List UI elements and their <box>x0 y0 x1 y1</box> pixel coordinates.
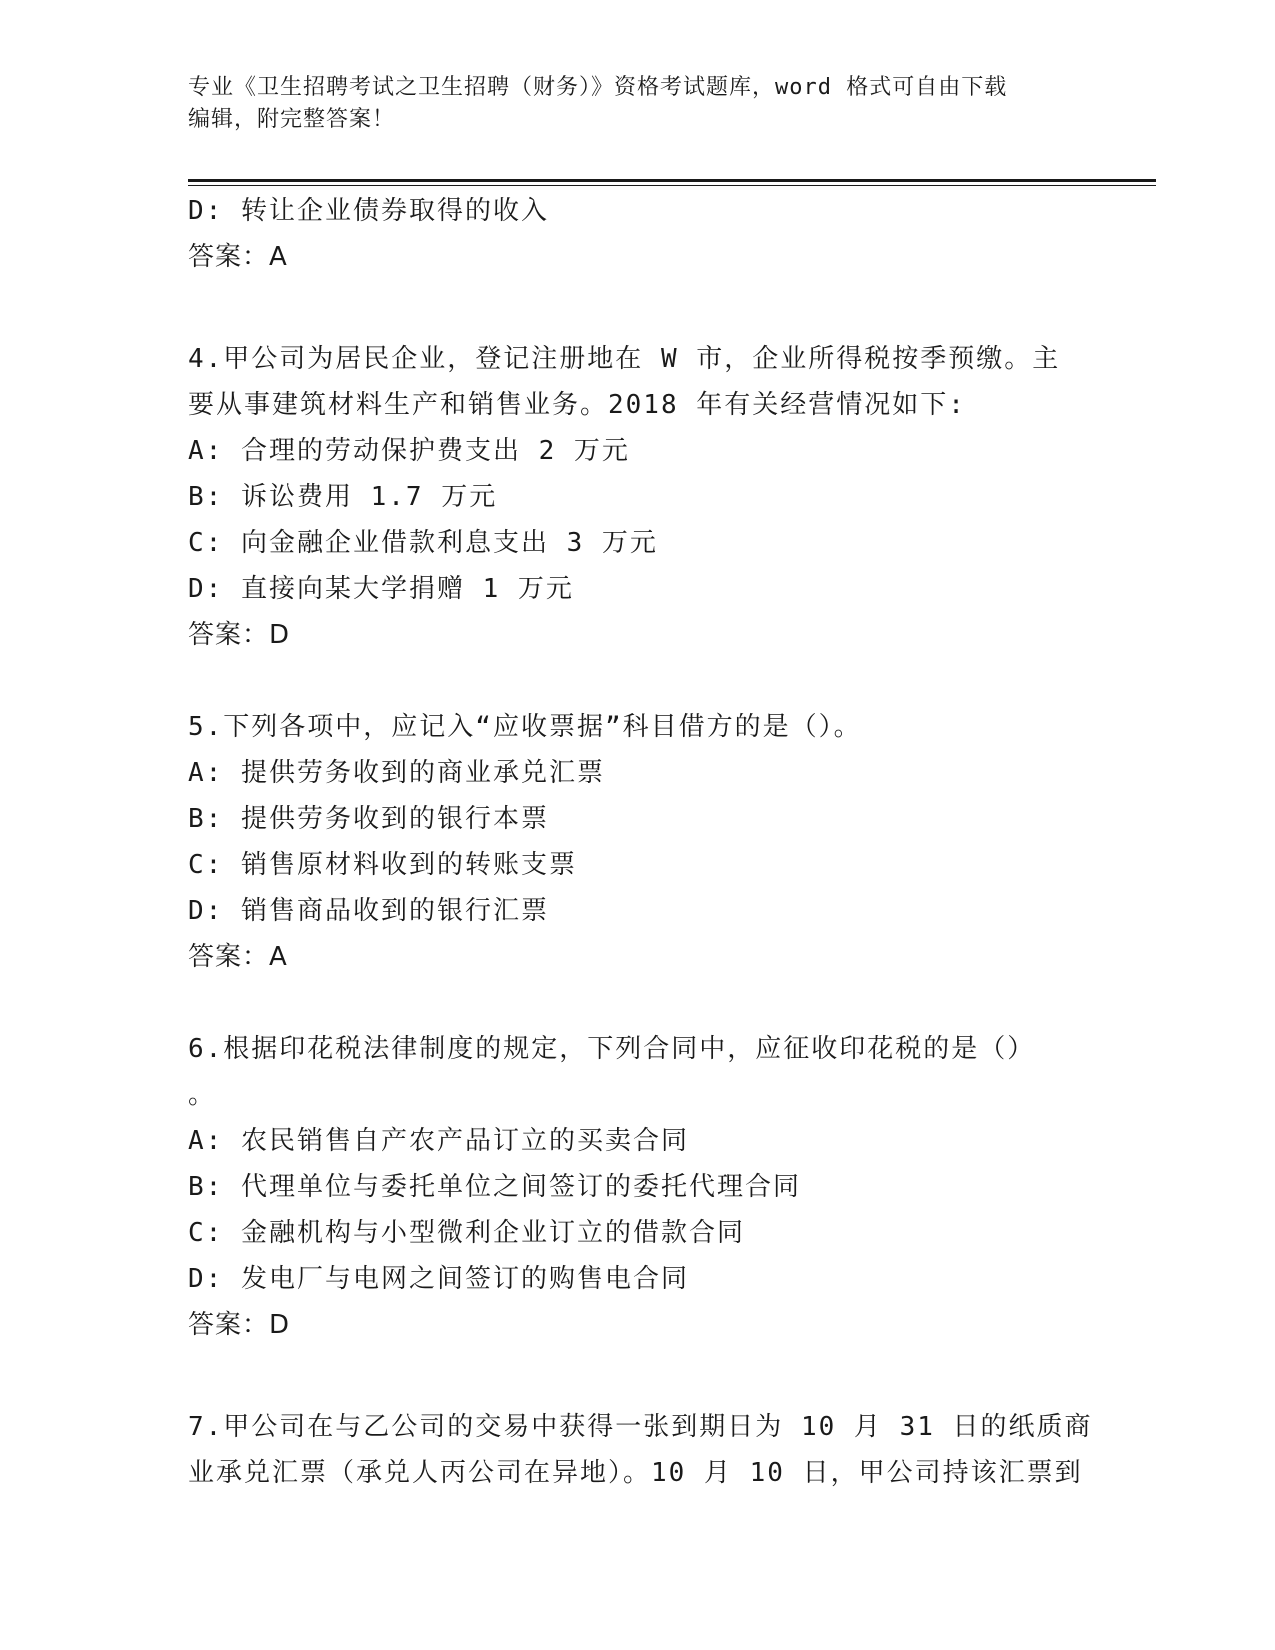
q6-option-d: D: 发电厂与电网之间签订的购售电合同 <box>188 1264 689 1294</box>
header-divider-thin <box>188 185 1156 186</box>
q6-answer: 答案：D <box>188 1310 291 1340</box>
document-body <box>188 188 1093 1496</box>
header-divider-thick <box>188 179 1156 182</box>
q6-option-b: B: 代理单位与委托单位之间签订的委托代理合同 <box>188 1172 801 1202</box>
q4-stem-line-2: 要从事建筑材料生产和销售业务。2018 年有关经营情况如下: <box>188 390 966 420</box>
q5-answer: 答案：A <box>188 942 288 972</box>
q6-option-a: A: 农民销售自产农产品订立的买卖合同 <box>188 1126 689 1156</box>
q4-stem-line-1: 4.甲公司为居民企业，登记注册地在 W 市，企业所得税按季预缴。主 <box>188 344 1061 374</box>
q7-stem-line-2: 业承兑汇票（承兑人丙公司在异地）。10 月 10 日，甲公司持该汇票到 <box>188 1458 1083 1488</box>
q5-stem-line-1: 5.下列各项中，应记入“应收票据”科目借方的是（）。 <box>188 712 862 742</box>
q5-option-b: B: 提供劳务收到的银行本票 <box>188 804 549 834</box>
document-header <box>188 72 1088 136</box>
q6-option-c: C: 金融机构与小型微利企业订立的借款合同 <box>188 1218 745 1248</box>
q5-option-a: A: 提供劳务收到的商业承兑汇票 <box>188 758 605 788</box>
q6-stem-line-1: 6.根据印花税法律制度的规定，下列合同中，应征收印花税的是（） <box>188 1034 1036 1064</box>
header-line-2: 编辑，附完整答案！ <box>188 107 396 132</box>
q6-stem-line-2: 。 <box>188 1080 217 1110</box>
q4-answer: 答案：D <box>188 620 291 650</box>
q5-option-c: C: 销售原材料收到的转账支票 <box>188 850 577 880</box>
q5-option-d: D: 销售商品收到的银行汇票 <box>188 896 549 926</box>
q3-answer: 答案：A <box>188 242 288 272</box>
q3-option-d: D: 转让企业债券取得的收入 <box>188 196 549 226</box>
q4-option-c: C: 向金融企业借款利息支出 3 万元 <box>188 528 658 558</box>
header-line-1: 专业《卫生招聘考试之卫生招聘（财务）》资格考试题库，word 格式可自由下载 <box>188 75 1008 100</box>
q4-option-b: B: 诉讼费用 1.7 万元 <box>188 482 498 512</box>
q4-option-a: A: 合理的劳动保护费支出 2 万元 <box>188 436 630 466</box>
q7-stem-line-1: 7.甲公司在与乙公司的交易中获得一张到期日为 10 月 31 日的纸质商 <box>188 1412 1093 1442</box>
q4-option-d: D: 直接向某大学捐赠 1 万元 <box>188 574 574 604</box>
